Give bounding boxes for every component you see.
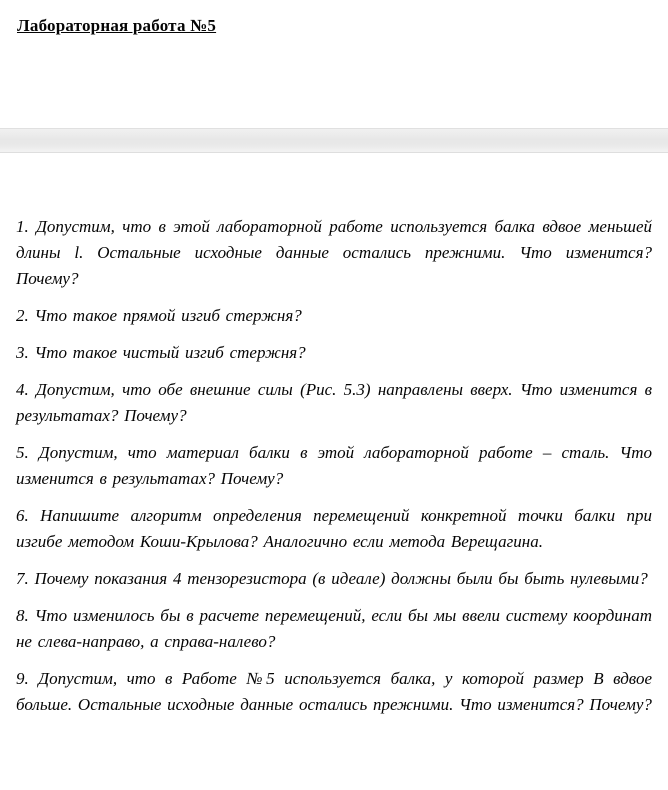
question-paragraph: 9. Допустим, что в Работе №5 используется балка, у которой размер В вдвое больше. Остальные исходные данные остались прежними. Что изменится? Почему?: [16, 669, 652, 714]
page-title: Лабораторная работа №5: [17, 16, 217, 35]
question-paragraph: 6. Напишите алгоритм определения перемещений конкретной точки балки при изгибе методом Коши-Крылова? Аналогично если метода Верещагина.: [16, 506, 652, 551]
question-paragraph: 5. Допустим, что материал балки в этой лабораторной работе – сталь. Что изменится в результатах? Почему?: [16, 443, 652, 488]
question-paragraph: 4. Допустим, что обе внешние силы (Рис. 5.3) направлены вверх. Что изменится в результатах? Почему?: [16, 380, 652, 425]
questions-list: [16, 214, 652, 729]
page-break-divider: [0, 128, 668, 153]
question-paragraph: 2. Что такое прямой изгиб стержня?: [16, 306, 302, 325]
question-paragraph: 8. Что изменилось бы в расчете перемещений, если бы мы ввели систему координат не слева-направо, а справа-налево?: [16, 606, 652, 651]
question-paragraph: 1. Допустим, что в этой лабораторной работе используется балка вдвое меньшей длины l. Остальные исходные данные остались прежними. Что изменится? Почему?: [16, 217, 652, 288]
question-paragraph: 7. Почему показания 4 тензорезистора (в идеале) должны были бы быть нулевыми?: [16, 569, 648, 588]
question-paragraph: 3. Что такое чистый изгиб стержня?: [16, 343, 306, 362]
